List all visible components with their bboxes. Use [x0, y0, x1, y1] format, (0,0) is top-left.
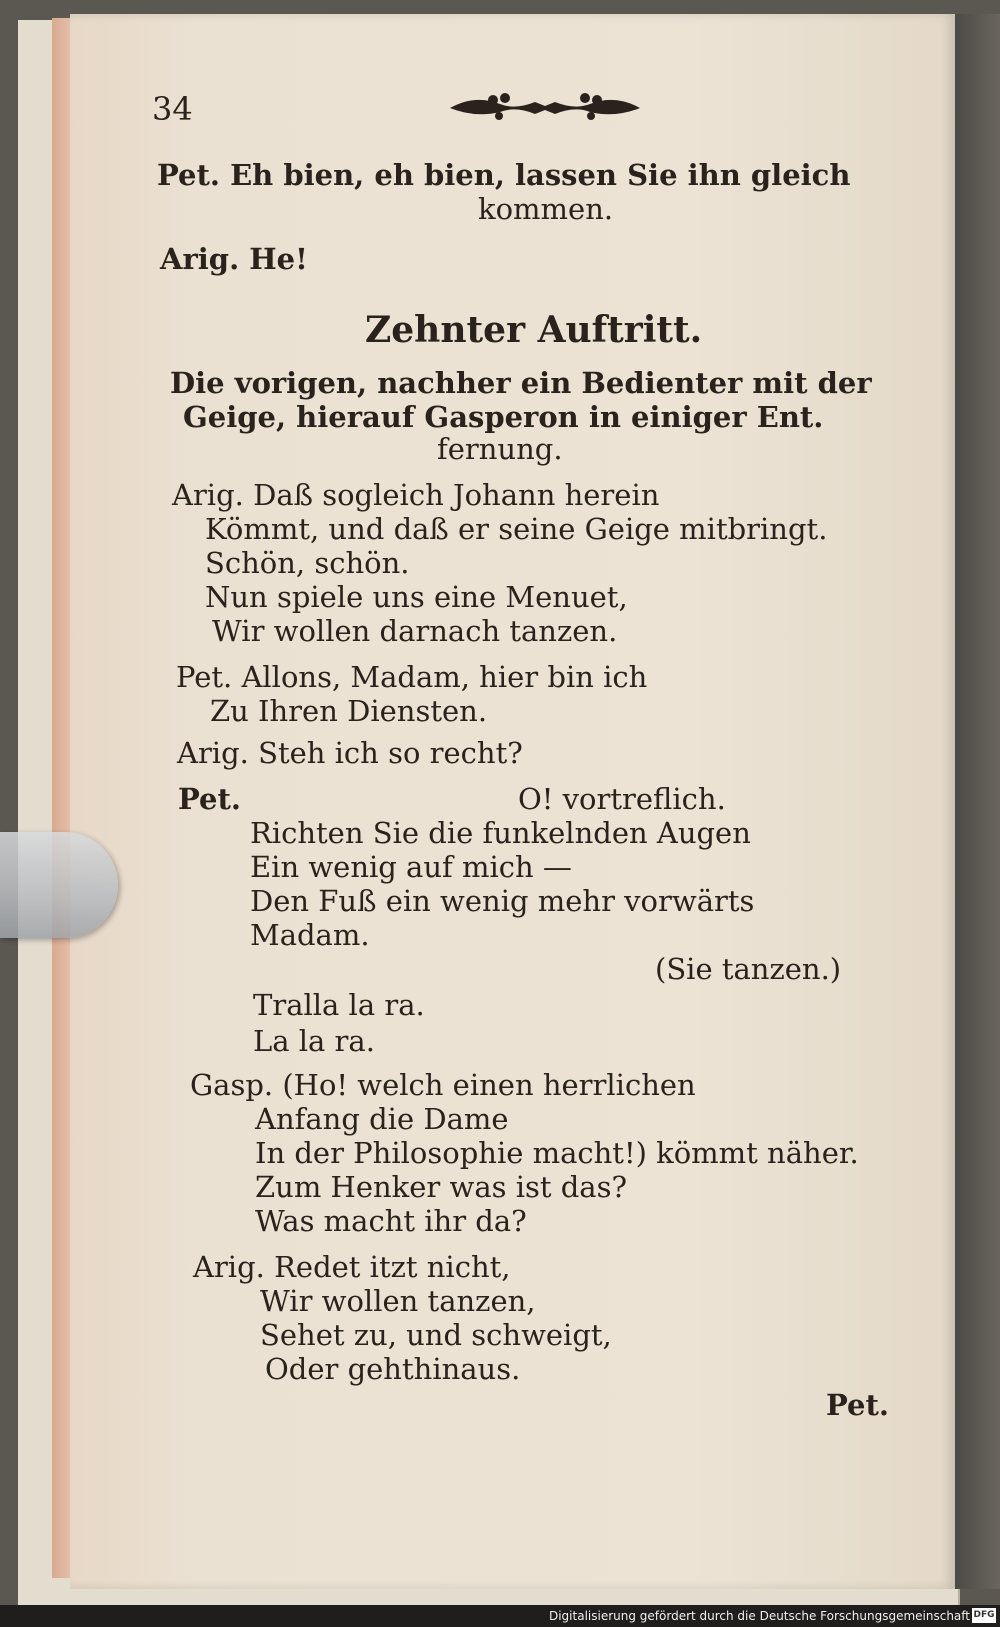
text-line: Wir wollen darnach tanzen.: [212, 614, 618, 648]
text-line: Den Fuß ein wenig mehr vorwärts: [250, 884, 755, 918]
text-line: Zu Ihren Diensten.: [210, 694, 488, 728]
text-line: kommen.: [478, 192, 614, 226]
text-line: Anfang die Dame: [255, 1102, 509, 1136]
text-line: Kömmt, und daß er seine Geige mitbringt.: [205, 512, 828, 546]
text-line: La la ra.: [253, 1024, 375, 1058]
binding-shadow: [955, 14, 1000, 1589]
text-line: Arig. Redet itzt nicht,: [193, 1250, 511, 1284]
text-line: Was macht ihr da?: [255, 1204, 527, 1238]
text-line: In der Philosophie macht!) kömmt näher.: [255, 1136, 859, 1170]
text-line: Pet. Eh bien, eh bien, lassen Sie ihn gleich: [157, 158, 851, 192]
scene-title: Zehnter Auftritt.: [365, 309, 703, 351]
text-line: Arig. Daß sogleich Johann herein: [172, 478, 660, 512]
stage-direction: Die vorigen, nachher ein Bedienter mit der: [170, 366, 872, 400]
text-line: Gasp. (Ho! welch einen herrlichen: [190, 1068, 696, 1102]
text-line: Ein wenig auf mich —: [250, 850, 572, 884]
text-line: Oder gehthinaus.: [265, 1352, 521, 1386]
text-line: Richten Sie die funkelnden Augen: [250, 816, 751, 850]
stage-direction: (Sie tanzen.): [655, 952, 842, 986]
footer-credit: Digitalisierung gefördert durch die Deutsche Forschungsgemeinschaft: [548, 1609, 970, 1623]
text-line: Arig. Steh ich so recht?: [177, 736, 523, 770]
page-clip: [0, 832, 118, 938]
text-line: Arig. He!: [160, 242, 308, 276]
stage-direction: fernung.: [437, 432, 563, 466]
page-number: 34: [152, 90, 193, 128]
text-line: O! vortreflich.: [518, 782, 726, 816]
text-line: Madam.: [250, 918, 370, 952]
stage-direction: Geige, hierauf Gasperon in einiger Ent.: [183, 400, 824, 434]
text-line: Zum Henker was ist das?: [255, 1170, 628, 1204]
catchword: Pet.: [826, 1388, 889, 1422]
text-line: Wir wollen tanzen,: [260, 1284, 536, 1318]
text-line: Pet.: [178, 782, 241, 816]
dfg-logo: DFG: [972, 1608, 996, 1623]
text-line: Nun spiele uns eine Menuet,: [205, 580, 628, 614]
text-line: Sehet zu, und schweigt,: [260, 1318, 612, 1352]
text-line: Tralla la ra.: [253, 988, 425, 1022]
text-line: Pet. Allons, Madam, hier bin ich: [176, 660, 648, 694]
text-line: Schön, schön.: [205, 546, 410, 580]
ornament-icon: [445, 88, 645, 126]
